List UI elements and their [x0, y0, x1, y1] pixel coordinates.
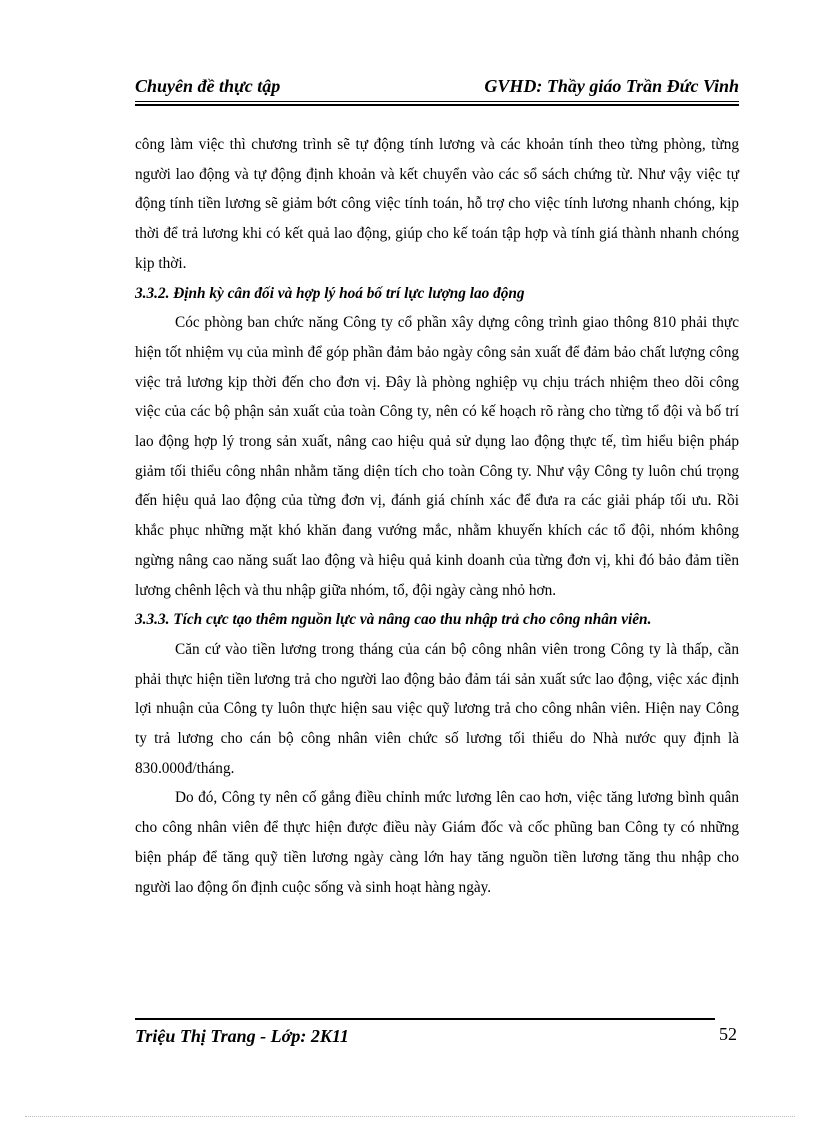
header-divider	[135, 101, 739, 106]
page-bottom-border	[25, 1116, 795, 1117]
paragraph: Do đó, Công ty nên cố gắng điều chỉnh mức lương lên cao hơn, việc tăng lương bình quân cho công nhân viên để thực hiện được điều này Giám đốc và cốc phũng ban Công ty có những biện pháp để tăng quỹ tiền lương ngày càng lớn hay tăng nguồn tiền lương tăng thu nhập cho người lao động ổn định cuộc sống và sinh hoạt hàng ngày.	[135, 789, 739, 896]
header-supervisor: GVHD: Thầy giáo Trần Đức Vinh	[484, 76, 739, 96]
paragraph: Căn cứ vào tiền lương trong tháng của cán bộ công nhân viên trong Công ty là thấp, cần phải thực hiện tiền lương trả cho người lao động bảo đảm tái sản xuất sức lao động, việc xác định lợi nhuận của Công ty luôn thực hiện sau việc quỹ lương trả cho công nhân viên. Hiện nay Công ty trả lương cho cán bộ công nhân viên chức số lương tối thiểu do Nhà nước quy định là 830.000đ/tháng.	[135, 640, 739, 777]
page-header	[135, 74, 739, 104]
footer-author: Triệu Thị Trang - Lớp: 2K11	[135, 1026, 349, 1046]
header-title: Chuyên đề thực tập	[135, 76, 281, 96]
section-heading-3-3-3: 3.3.3. Tích cực tạo thêm nguồn lực và nâng cao thu nhập trả cho công nhân viên.	[135, 611, 652, 629]
page-number: 52	[719, 1024, 737, 1044]
section-heading-3-3-2: 3.3.2. Định kỳ cân đối và hợp lý hoá bố trí lực lượng lao động	[135, 284, 525, 302]
body-text	[135, 130, 739, 902]
paragraph: Cóc phòng ban chức năng Công ty cổ phần xây dựng công trình giao thông 810 phải thực hiện tốt nhiệm vụ của mình để góp phần đảm bảo ngày công sản xuất để đảm bảo chất lượng công việc trả lương kịp thời đến cho đơn vị. Đây là phòng nghiệp vụ chịu trách nhiệm theo dõi công việc của các bộ phận sản xuất của toàn Công ty, nên có kế hoạch rõ ràng cho từng tổ đội và bố trí lao động hợp lý trong sản xuất, nâng cao hiệu quả sử dụng lao động thực tế, tìm hiểu biện pháp giảm tối thiểu công nhân nhằm tăng diện tích cho toàn Công ty. Như vậy Công ty luôn chú trọng đến hiệu quả lao động của từng đơn vị, đánh giá chính xác để đưa ra các giải pháp tối ưu. Rồi khắc phục những mặt khó khăn đang vướng mắc, nhằm khuyến khích các tổ đội, nhóm không ngừng nâng cao năng suất lao động và hiệu quả kinh doanh của từng đơn vị, khi đó bảo đảm tiền lương chênh lệch và thu nhập giữa nhóm, tổ, đội ngày càng nhỏ hơn.	[135, 314, 739, 599]
paragraph-continued: công làm việc thì chương trình sẽ tự động tính lương và các khoản tính theo từng phòng, từng người lao động và tự động định khoản và kết chuyển vào các sổ sách chứng từ. Như vậy việc tự động tính tiền lương sẽ giảm bớt công việc tính toán, hỗ trợ cho việc tính lương nhanh chóng, kịp thời để trả lương khi có kết quả lao động, giúp cho kế toán tập hợp và tính giá thành nhanh chóng kịp thời.	[135, 136, 739, 272]
footer-divider	[135, 1018, 715, 1020]
